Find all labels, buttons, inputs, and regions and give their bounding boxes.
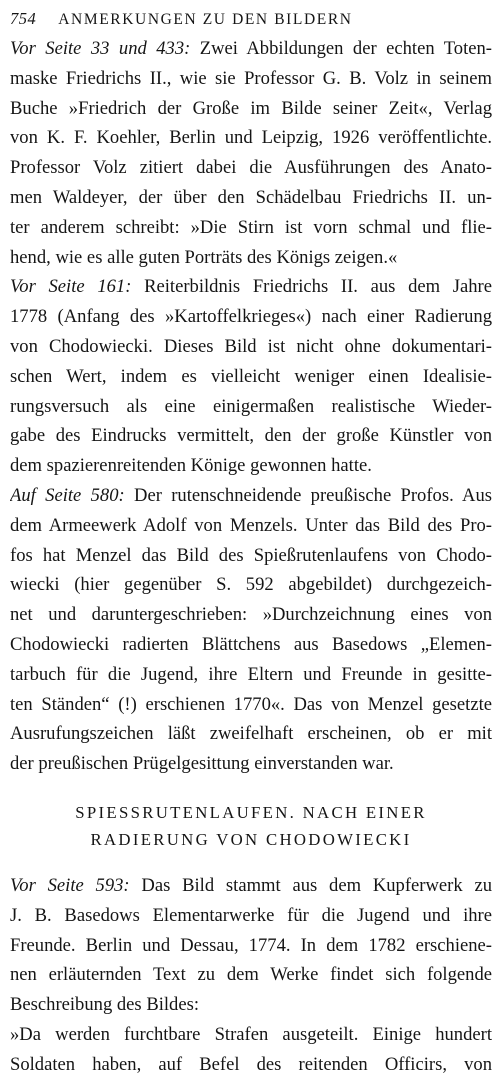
text-line: Vor Seite 161: Reiterbildnis Friedrichs II. aus dem Jahre (10, 276, 492, 298)
plate-reference: Auf Seite 580: (10, 484, 125, 506)
text-line: Beschreibung des Bildes: (10, 994, 200, 1016)
text-line: von Chodowiecki. Dieses Bild ist nicht ohne dokumentari- (10, 335, 492, 357)
section-heading-line: RADIERUNG VON CHODOWIECKI (90, 829, 412, 849)
text-line: J. B. Basedows Elementarwerke für die Jugend und ihre (10, 904, 492, 926)
note-paragraph (10, 481, 492, 779)
running-header (10, 4, 492, 34)
text-line: nen erläuternden Text zu dem Werke findet sich folgende (10, 964, 492, 986)
text-line: 1778 (Anfang des »Kartoffelkrieges«) nach einer Radierung (10, 306, 492, 328)
note-paragraph (10, 871, 492, 1020)
text-line: ten Ständen“ (!) erschienen 1770«. Das von Menzel gesetzte (10, 693, 492, 715)
section-heading (10, 799, 492, 853)
text-line: Chodowiecki radierten Blättchens aus Basedows „Elemen- (10, 633, 492, 655)
note-paragraph (10, 34, 492, 272)
text-line: von K. F. Koehler, Berlin und Leipzig, 1926 veröffentlichte. (10, 127, 492, 149)
text-line: Vor Seite 593: Das Bild stammt aus dem Kupferwerk zu (10, 874, 492, 896)
text-line: ter anderem schreibt: »Die Stirn ist vorn schmal und flie- (10, 216, 492, 238)
text-line: men Waldeyer, der über den Schädelbau Friedrichs II. un- (10, 186, 492, 208)
note-paragraph (10, 272, 492, 481)
text-line: dem Armeewerk Adolf von Menzels. Unter das Bild des Pro- (10, 514, 492, 536)
text-line: »Da werden furchtbare Strafen ausgeteilt. Einige hundert (10, 1023, 492, 1045)
text-line: dem spazierenreitenden Könige gewonnen hatte. (10, 455, 372, 477)
page-number: 754 (10, 9, 37, 28)
text-line: Buche »Friedrich der Große im Bilde seiner Zeit«, Verlag (10, 97, 492, 119)
text-line: Freunde. Berlin und Dessau, 1774. In dem 1782 erschiene- (10, 934, 492, 956)
plate-reference: Vor Seite 161: (10, 276, 132, 298)
text-line: schen Wert, indem es vielleicht weniger einen Idealisie- (10, 365, 492, 387)
text-line: der preußischen Prügelgesittung einverstanden war. (10, 753, 394, 775)
text-line: tarbuch für die Jugend, ihre Eltern und Freunde in gesitte- (10, 663, 492, 685)
plate-reference: Vor Seite 593: (10, 874, 130, 896)
section-heading-line: SPIESSRUTENLAUFEN. NACH EINER (75, 802, 427, 822)
text-line: hend, wie es alle guten Porträts des Königs zeigen.« (10, 246, 398, 268)
running-title: ANMERKUNGEN ZU DEN BILDERN (58, 11, 353, 28)
book-page (10, 4, 492, 1080)
quote-paragraph (10, 1020, 492, 1080)
text-line: Professor Volz zitiert dabei die Ausführungen des Anato- (10, 157, 492, 179)
text-line: wiecki (hier gegenüber S. 592 abgebildet) durchgezeich- (10, 574, 492, 596)
text-line: Vor Seite 33 und 433: Zwei Abbildungen der echten Toten- (10, 38, 492, 59)
text-line: rungsversuch als eine einigermaßen realistische Wieder- (10, 395, 492, 417)
text-line: maske Friedrichs II., wie sie Professor G. B. Volz in seinem (10, 67, 492, 89)
text-line: Soldaten haben, auf Befel des reitenden Officirs, von (10, 1053, 492, 1075)
text-line: net und daruntergeschrieben: »Durchzeichnung eines von (10, 604, 492, 626)
text-line: gabe des Eindrucks vermittelt, den der große Künstler von (10, 425, 492, 447)
text-line: fos hat Menzel das Bild des Spießrutenlaufens von Chodo- (10, 544, 492, 566)
text-line: Auf Seite 580: Der rutenschneidende preußische Profos. Aus (10, 484, 492, 506)
text-line: Ausrufungszeichen läßt zweifelhaft erscheinen, ob er mit (10, 723, 492, 745)
plate-reference: Vor Seite 33 und 433: (10, 38, 191, 59)
